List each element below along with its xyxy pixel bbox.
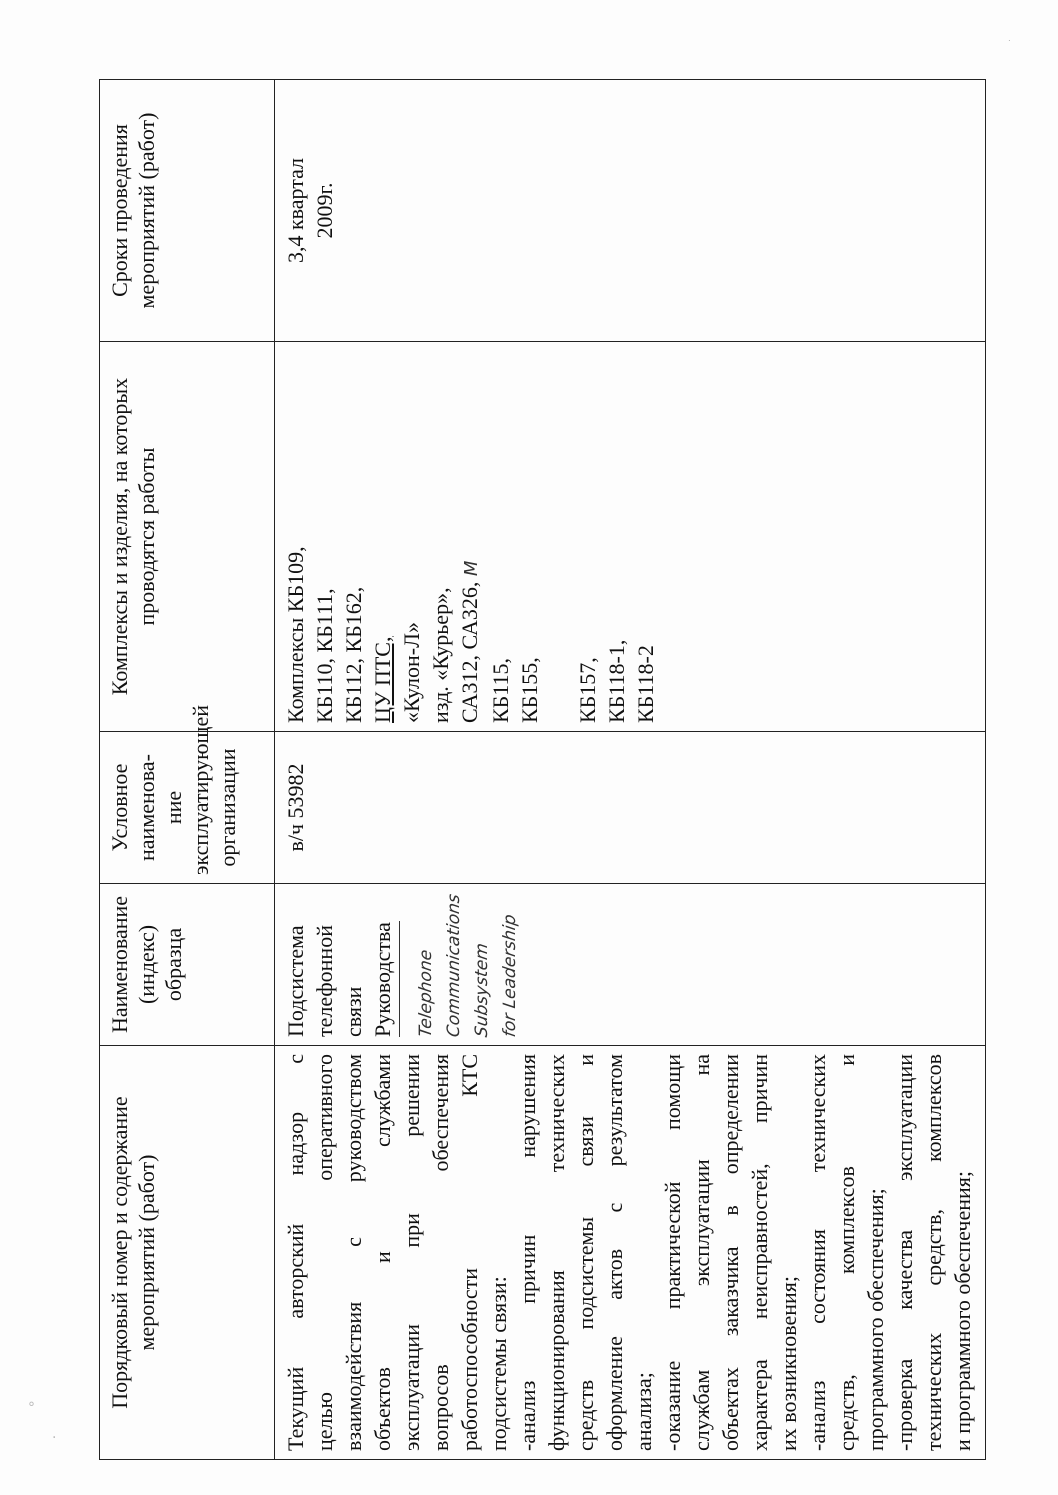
content-line: функционирования технических (544, 1054, 569, 1451)
content-line: анализа; (631, 1372, 656, 1451)
content-line: взаимодействия с руководством (341, 1054, 366, 1451)
complex-line: КБ112, КБ162, (341, 586, 366, 723)
cell-complexes (275, 342, 986, 732)
table-row (275, 80, 986, 1460)
content-line: работоспособности КТС (457, 1054, 482, 1451)
complex-line: СА312, СА326, (457, 581, 482, 723)
scan-speck: ° (28, 1400, 35, 1416)
complex-line: КБ155, (517, 657, 542, 723)
organization-value: в/ч 53982 (283, 763, 308, 852)
sample-line: телефонной (312, 925, 337, 1037)
header-period: Сроки проведения мероприятий (работ) (100, 80, 275, 342)
cell-organization (275, 732, 986, 884)
cell-period (275, 80, 986, 342)
complex-line: КБ157, (575, 657, 600, 723)
content-line: и программного обеспечения; (950, 1170, 975, 1451)
period-line: 3,4 квартал (283, 157, 308, 264)
scan-speck: · (52, 1430, 57, 1446)
content-text (281, 1054, 977, 1451)
content-line: -оказание практической помощи (660, 1054, 685, 1451)
complex-line: изд. «Курьер», (428, 587, 453, 723)
content-line: технических средств, комплексов (921, 1054, 946, 1451)
content-line: -проверка качества эксплуатации (892, 1054, 917, 1451)
sample-line: Подсистема (283, 925, 308, 1037)
header-organization: Условное наименова-ние эксплуатирующей организации (100, 732, 275, 884)
content-line: средств, комплексов и (834, 1054, 859, 1451)
complex-line: КБ110, КБ111, (312, 588, 337, 723)
header-content: Порядковый номер и содержание мероприятий (работ) (100, 1046, 275, 1460)
content-line: средств подсистемы связи и (573, 1054, 598, 1451)
complexes-list (281, 350, 660, 723)
content-line: объектов и службами (370, 1054, 395, 1451)
handwritten-line: Subsystem (472, 941, 492, 1039)
sample-line: связи (341, 986, 366, 1037)
content-line: оформление актов с результатом (602, 1054, 627, 1451)
cell-sample (275, 884, 986, 1046)
complex-line-with-mark (455, 350, 486, 723)
handwritten-line: Telephone (416, 948, 436, 1039)
works-table (99, 79, 986, 1460)
table-header-row (100, 80, 275, 1460)
content-line: службам эксплуатации на (689, 1054, 714, 1451)
handwritten-divider (399, 921, 400, 1037)
handwritten-line: for Leadership (500, 913, 520, 1039)
content-line: Текущий авторский надзор с (283, 1054, 308, 1451)
period-line: 2009г. (312, 182, 337, 239)
content-line: их возникновения; (776, 1275, 801, 1451)
content-line: характера неисправностей, причин (747, 1054, 772, 1451)
content-line: -анализ причин нарушения (515, 1054, 540, 1451)
sample-line: Руководства (370, 922, 395, 1037)
complex-line: ЦУ ПТС, (370, 636, 395, 723)
rotated-table-wrapper (99, 80, 986, 1460)
complex-line-blank (544, 350, 573, 723)
content-line: подсистемы связи: (486, 1276, 511, 1451)
content-line: вопросов обеспечения (428, 1054, 453, 1451)
header-complexes: Комплексы и изделия, на которых проводятся работы (100, 342, 275, 732)
header-sample: Наименование (индекс) образца (100, 884, 275, 1046)
content-line: объектах заказчика в определении (718, 1054, 743, 1451)
complex-line: «Кулон-Л» (399, 621, 424, 723)
complex-line: КБ118-1, (604, 639, 629, 723)
content-line: -анализ состояния технических (805, 1054, 830, 1451)
handwritten-line: Communications (444, 892, 464, 1039)
complex-line: Комплексы КБ109, (283, 546, 308, 723)
handwritten-mark: М (461, 560, 482, 577)
content-line: эксплуатации при решении (399, 1054, 424, 1451)
cell-content (275, 1046, 986, 1460)
content-line: целью оперативного (312, 1054, 337, 1451)
sample-text (281, 892, 397, 1037)
complex-line: КБ115, (488, 658, 513, 723)
content-line: программного обеспечения; (863, 1188, 888, 1451)
handwritten-note (412, 892, 524, 1037)
complex-line: КБ118-2 (633, 645, 658, 723)
